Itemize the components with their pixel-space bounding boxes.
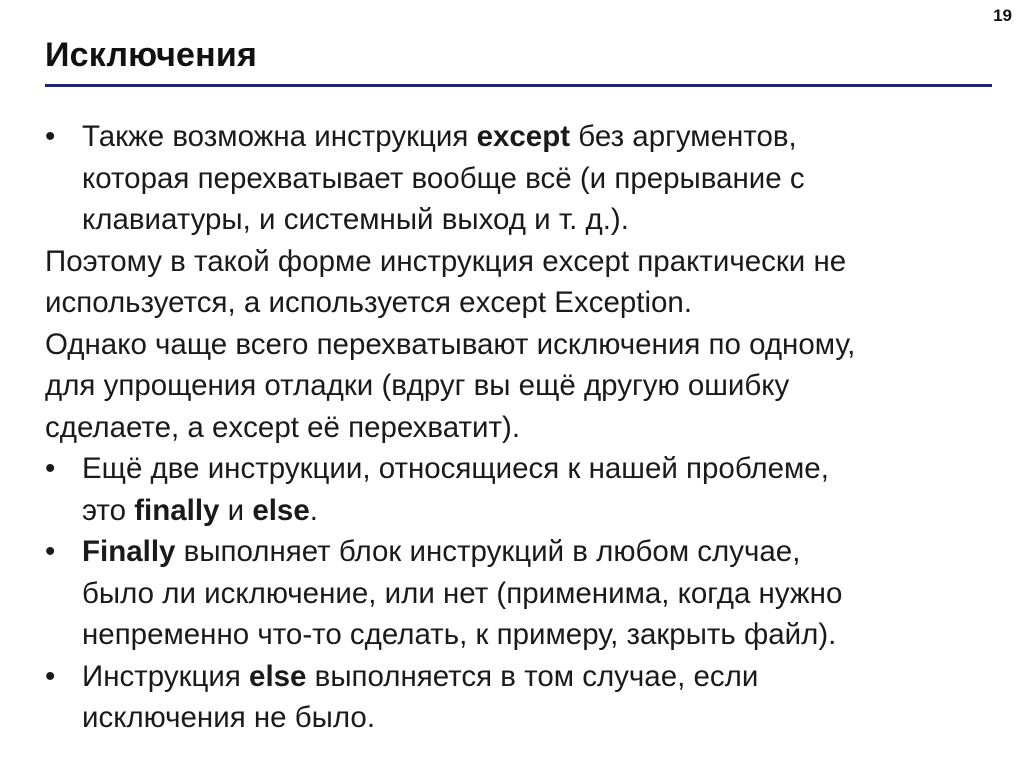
text-line xyxy=(45,448,995,490)
text-line xyxy=(45,407,995,449)
text-run: которая перехватывает вообще всё (и прерывание с xyxy=(82,161,805,195)
keyword: else xyxy=(249,659,307,693)
bullet-item xyxy=(45,116,995,241)
keyword: finally xyxy=(134,493,220,527)
text-run: для упрощения отладки (вдруг вы ещё другую ошибку xyxy=(45,369,790,402)
keyword: else xyxy=(252,493,310,527)
page-number: 19 xyxy=(993,6,1012,25)
text-line xyxy=(45,116,995,158)
text-run: Поэтому в такой форме инструкция except практически не xyxy=(45,244,847,278)
paragraph xyxy=(45,324,995,449)
bullet-marker: • xyxy=(45,120,56,153)
text-line xyxy=(45,324,995,366)
text-line xyxy=(45,365,995,407)
text-line xyxy=(45,158,995,200)
bullet-marker: • xyxy=(45,659,56,693)
text-line xyxy=(45,282,995,324)
title-underline xyxy=(45,84,992,87)
text-run: клавиатуры, и системный выход и т. д.). xyxy=(82,203,629,236)
bullet-item xyxy=(45,531,995,656)
text-run: непременно что-то сделать, к примеру, закрыть файл). xyxy=(82,618,837,651)
text-run: . xyxy=(309,493,318,527)
text-line xyxy=(45,199,995,241)
text-run: сделаете, а except её перехватит). xyxy=(45,410,521,444)
slide-body xyxy=(45,116,995,739)
text-run: было ли исключение, или нет (применима, когда нужно xyxy=(82,576,843,610)
text-line xyxy=(45,241,995,283)
bullet-item xyxy=(45,656,995,739)
text-run: Также возможна инструкция xyxy=(82,120,477,153)
text-line xyxy=(45,531,995,573)
text-line xyxy=(45,697,995,739)
text-run: Ещё две инструкции, относящиеся к нашей проблеме, xyxy=(82,452,829,485)
page-title: Исключения xyxy=(45,36,258,74)
bullet-item xyxy=(45,448,995,531)
text-run: используется, а используется except Exception. xyxy=(45,286,693,319)
text-line xyxy=(45,656,995,698)
paragraph xyxy=(45,241,995,324)
text-run: Инструкция xyxy=(82,659,250,693)
text-run: выполняет блок инструкций в любом случае, xyxy=(175,535,801,568)
text-run: и xyxy=(219,493,253,527)
bullet-marker: • xyxy=(45,535,56,568)
keyword: except xyxy=(476,120,571,153)
text-run: выполняется в том случае, если xyxy=(306,659,759,693)
text-line xyxy=(45,614,995,656)
bullet-marker: • xyxy=(45,452,56,485)
text-run: это xyxy=(82,493,135,527)
text-line xyxy=(45,490,995,532)
text-run: без аргументов, xyxy=(570,120,797,153)
keyword: Finally xyxy=(82,535,176,568)
text-line xyxy=(45,573,995,615)
text-run: Однако чаще всего перехватывают исключения по одному, xyxy=(45,327,856,361)
text-run: исключения не было. xyxy=(82,701,376,734)
